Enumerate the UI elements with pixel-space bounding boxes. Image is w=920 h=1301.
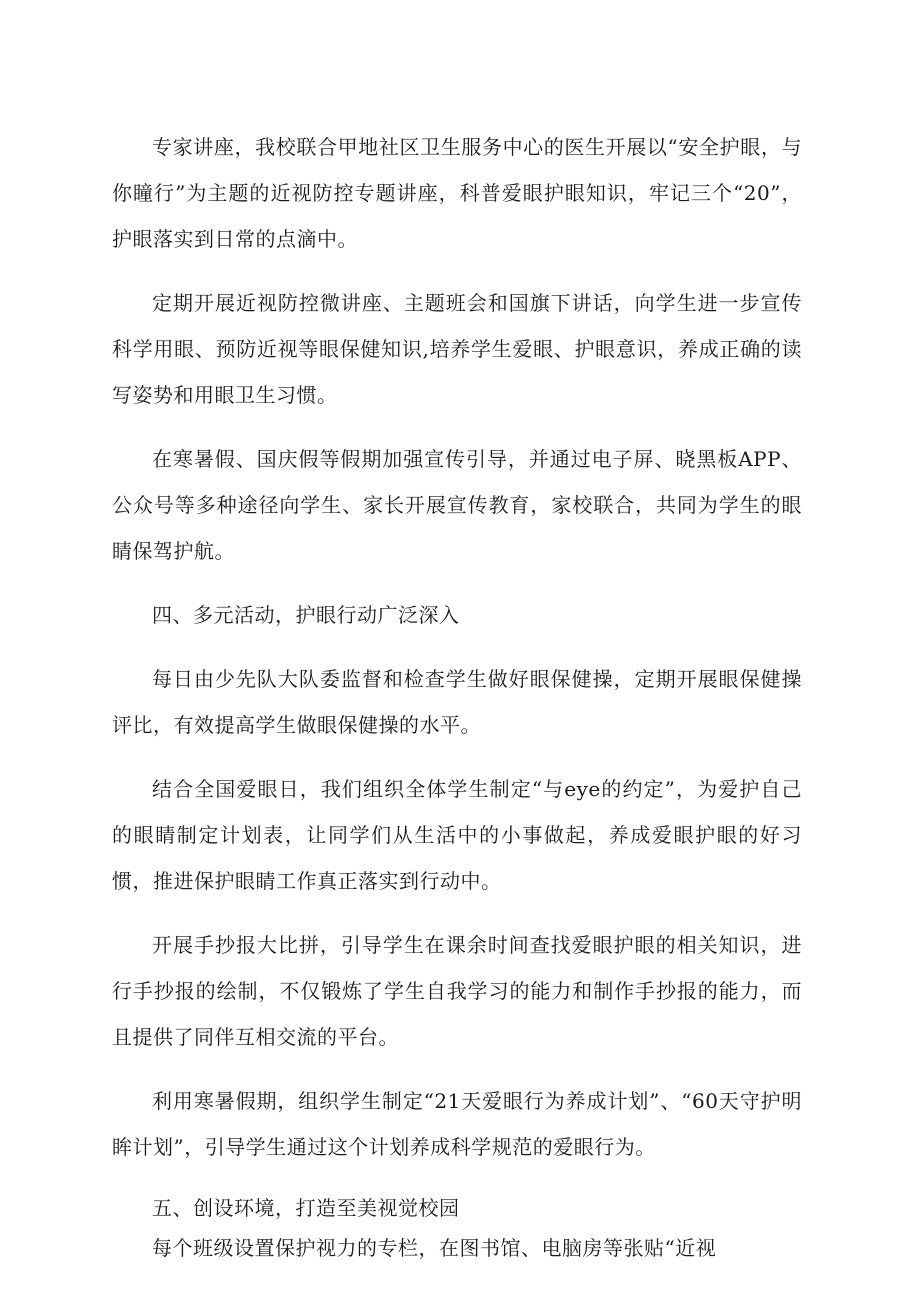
paragraph-holiday-plan: 利用寒暑假期，组织学生制定“21天爱眼行为养成计划”、“60天守护明眸计划”，引导学生通过这个计划养成科学规范的爱眼行为。 (112, 1089, 802, 1159)
paragraph-holiday-publicity: 在寒暑假、国庆假等假期加强宣传引导，并通过电子屏、晓黑板APP、公众号等多种途径向学生、家长开展宣传教育，家校联合，共同为学生的眼睛保驾护航。 (112, 447, 802, 563)
section-heading-environment: 五、创设环境，打造至美视觉校园 (152, 1196, 460, 1220)
paragraph-eye-exercises: 每日由少先队大队委监督和检查学生做好眼保健操，定期开展眼保健操评比，有效提高学生做眼保健操的水平。 (112, 667, 802, 737)
document-body (112, 124, 802, 1286)
paragraph-handwritten-newspaper: 开展手抄报大比拼，引导学生在课余时间查找爱眼护眼的相关知识，进行手抄报的绘制，不仅锻炼了学生自我学习的能力和制作手抄报的能力，而且提供了同伴互相交流的平台。 (112, 933, 802, 1049)
paragraph-eye-day: 结合全国爱眼日，我们组织全体学生制定“与eye的约定”，为爱护自己的眼睛制定计划表，让同学们从生活中的小事做起，养成爱眼护眼的好习惯，推进保护眼睛工作真正落实到行动中。 (112, 777, 802, 893)
paragraph-micro-lecture: 定期开展近视防控微讲座、主题班会和国旗下讲话，向学生进一步宣传科学用眼、预防近视等眼保健知识,培养学生爱眼、护眼意识，养成正确的读写姿势和用眼卫生习惯。 (112, 291, 802, 407)
section-heading-activities: 四、多元活动，护眼行动广泛深入 (152, 603, 460, 627)
paragraph-class-column: 每个班级设置保护视力的专栏，在图书馆、电脑房等张贴“近视 (152, 1236, 717, 1260)
paragraph-expert-lecture: 专家讲座，我校联合甲地社区卫生服务中心的医生开展以“安全护眼，与你瞳行”为主题的近视防控专题讲座，科普爱眼护眼知识，牢记三个“20”，护眼落实到日常的点滴中。 (112, 135, 802, 251)
